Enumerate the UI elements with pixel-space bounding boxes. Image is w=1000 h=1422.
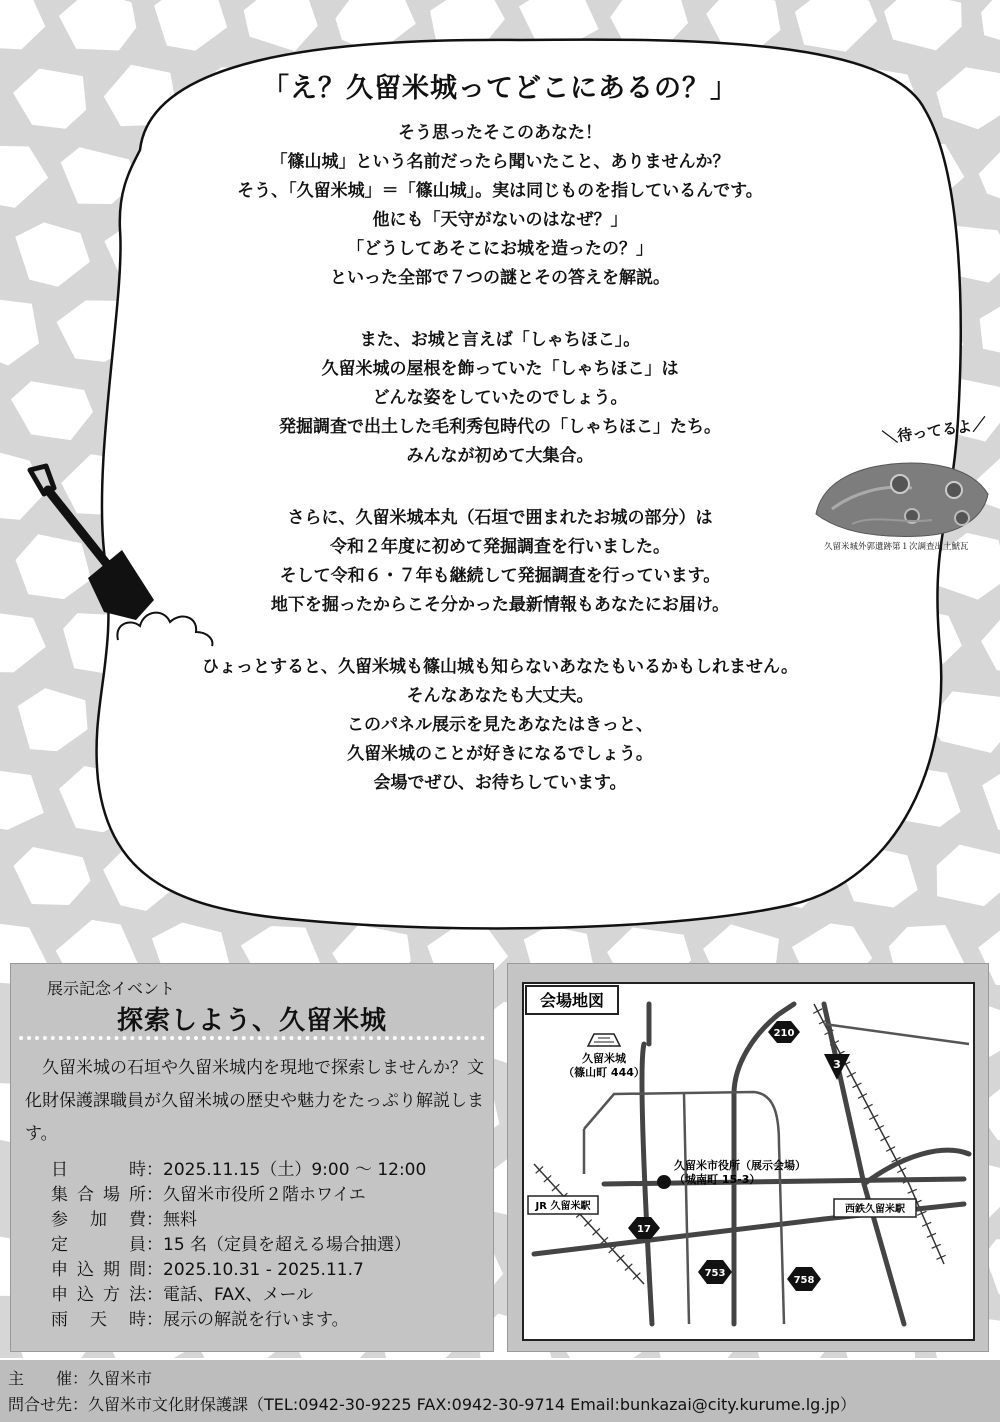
detail-value: 無料 xyxy=(163,1208,197,1233)
detail-row-date: 日時 ： 2025.11.15（土）9:00 ～ 12:00 xyxy=(51,1158,426,1183)
detail-label: 雨天時 xyxy=(51,1308,146,1333)
route-17-label: 17 xyxy=(637,1224,651,1235)
event-panel xyxy=(10,963,494,1352)
contact-row: 問合せ先：久留米市文化財保護課（TEL:0942-30-9225 FAX:0942-30-9714 Email:bunkazai@city.kurume.lg.jp） xyxy=(8,1392,856,1415)
intro-line: 「どうしてあそこにお城を造ったの？」 xyxy=(150,235,850,264)
intro-line: 久留米城のことが好きになるでしょう。 xyxy=(150,740,850,769)
map-title: 会場地図 xyxy=(540,991,604,1010)
detail-row-fee: 参加費 ： 無料 xyxy=(51,1208,426,1233)
intro-title: 「え？久留米城ってどこにあるの？」 xyxy=(150,66,850,105)
intro-line: 令和２年度に初めて発掘調査を行いました。 xyxy=(150,533,850,562)
intro-text xyxy=(150,66,850,831)
intro-line: そんなあなたも大丈夫。 xyxy=(150,682,850,711)
detail-value: 2025.10.31 - 2025.11.7 xyxy=(163,1258,364,1283)
contact-value: 久留米市文化財保護課（TEL:0942-30-9225 FAX:0942-30-9714 Email:bunkazai@city.kurume.lg.jp） xyxy=(88,1395,856,1414)
event-subtitle: 展示記念イベント xyxy=(47,976,175,999)
shovel-icon xyxy=(18,460,228,660)
detail-value: 展示の解説を行います。 xyxy=(163,1308,349,1333)
detail-value: 電話、FAX、メール xyxy=(163,1283,313,1308)
detail-label: 定員 xyxy=(51,1233,146,1258)
intro-line: 会場でぜひ、お待ちしています。 xyxy=(150,769,850,798)
intro-line: といった全部で７つの謎とその答えを解説。 xyxy=(150,264,850,293)
castle-address-label: （篠山町 444） xyxy=(563,1065,645,1079)
photo-caption: 久留米城外郭遺跡第１次調査出土鯱瓦 xyxy=(824,540,969,552)
intro-line: ひょっとすると、久留米城も篠山城も知らないあなたもいるかもしれません。 xyxy=(150,653,850,682)
intro-paragraph-1 xyxy=(150,119,850,293)
venue-map-panel xyxy=(507,963,989,1352)
railway-tick xyxy=(897,1168,906,1173)
route-3-marker xyxy=(824,1054,850,1080)
route-3-label: 3 xyxy=(833,1058,841,1071)
venue-map xyxy=(522,982,975,1341)
detail-label: 日時 xyxy=(51,1158,146,1183)
footer xyxy=(0,1358,1000,1422)
detail-row-rain: 雨天時 ： 展示の解説を行います。 xyxy=(51,1308,426,1333)
route-753-label: 753 xyxy=(705,1268,726,1279)
intro-line: そう、「久留米城」＝「篠山城」。実は同じものを指しているんです。 xyxy=(150,177,850,206)
shachihoko-photo xyxy=(812,420,992,570)
jr-station-label: JR 久留米駅 xyxy=(535,1199,591,1212)
castle-name-label: 久留米城 xyxy=(582,1051,627,1065)
venue-marker-icon xyxy=(657,1175,671,1189)
organizer-row: 主 催：久留米市 xyxy=(8,1366,152,1389)
route-753-marker xyxy=(698,1260,732,1284)
organizer-label: 主 催 xyxy=(8,1369,72,1388)
railway-tick xyxy=(881,1136,890,1141)
map-drawing xyxy=(524,984,973,1339)
route-758-marker xyxy=(787,1267,821,1291)
intro-paragraph-3 xyxy=(150,504,850,620)
intro-line: さらに、久留米城本丸（石垣で囲まれたお城の部分）は xyxy=(150,504,850,533)
venue-name-label: 久留米市役所（展示会場） xyxy=(674,1158,806,1172)
event-title: 探索しよう、久留米城 xyxy=(11,1000,493,1037)
intro-paragraph-4 xyxy=(150,653,850,798)
detail-row-application-method: 申込方法 ： 電話、FAX、メール xyxy=(51,1283,426,1308)
dotted-divider xyxy=(19,1036,485,1040)
detail-row-application-period: 申込期間 ： 2025.10.31 - 2025.11.7 xyxy=(51,1258,426,1283)
route-758-label: 758 xyxy=(794,1275,815,1286)
event-details xyxy=(51,1158,426,1333)
intro-line: どんな姿をしていたのでしょう。 xyxy=(150,384,850,413)
railway-tick xyxy=(853,1083,862,1088)
detail-row-meeting-place: 集合場所 ： 久留米市役所２階ホワイエ xyxy=(51,1183,426,1208)
venue-address-label: （城南町 15-3） xyxy=(674,1172,760,1186)
route-210-marker xyxy=(768,1021,800,1043)
detail-label: 申込方法 xyxy=(51,1283,146,1308)
railway-tick xyxy=(886,1147,895,1152)
detail-value: 2025.11.15（土）9:00 ～ 12:00 xyxy=(163,1158,426,1183)
intro-line: 発掘調査で出土した毛利秀包時代の「しゃちほこ」たち。 xyxy=(150,413,850,442)
detail-row-capacity: 定員 ： 15 名（定員を超える場合抽選） xyxy=(51,1233,426,1258)
intro-line: みんなが初めて大集合。 xyxy=(150,442,850,471)
railway-tick xyxy=(847,1072,856,1077)
event-description: 久留米城の石垣や久留米城内を現地で探索しませんか？文化財保護課職員が久留米城の歴史や魅力をたっぷり解説します。 xyxy=(25,1052,485,1151)
railway-tick xyxy=(864,1104,873,1109)
intro-line: 地下を掘ったからこそ分かった最新情報もあなたにお届け。 xyxy=(150,591,850,620)
detail-value: 久留米市役所２階ホワイエ xyxy=(163,1183,366,1208)
nishitetsu-station-label: 西鉄久留米駅 xyxy=(845,1202,905,1215)
intro-line: 「篠山城」という名前だったら聞いたこと、ありませんか？ xyxy=(150,148,850,177)
detail-value: 15 名（定員を超える場合抽選） xyxy=(163,1233,411,1258)
detail-label: 申込期間 xyxy=(51,1258,146,1283)
detail-label: 参加費 xyxy=(51,1208,146,1233)
contact-label: 問合せ先 xyxy=(8,1395,72,1414)
intro-line: そして令和６・７年も継続して発掘調査を行っています。 xyxy=(150,562,850,591)
route-210-label: 210 xyxy=(774,1028,795,1039)
organizer-value: 久留米市 xyxy=(88,1369,152,1388)
waiting-bubble-text: ＼待ってるよ／ xyxy=(881,413,988,448)
intro-line: 久留米城の屋根を飾っていた「しゃちほこ」は xyxy=(150,355,850,384)
intro-paragraph-2 xyxy=(150,326,850,471)
intro-line: そう思ったそこのあなた！ xyxy=(150,119,850,148)
tile-image xyxy=(812,454,992,539)
route-17-marker xyxy=(628,1217,660,1239)
castle-icon xyxy=(588,1034,620,1046)
intro-line: また、お城と言えば「しゃちほこ」。 xyxy=(150,326,850,355)
intro-line: このパネル展示を見たあなたはきっと、 xyxy=(150,711,850,740)
intro-line: 他にも「天守がないのはなぜ？」 xyxy=(150,206,850,235)
detail-label: 集合場所 xyxy=(51,1183,146,1208)
